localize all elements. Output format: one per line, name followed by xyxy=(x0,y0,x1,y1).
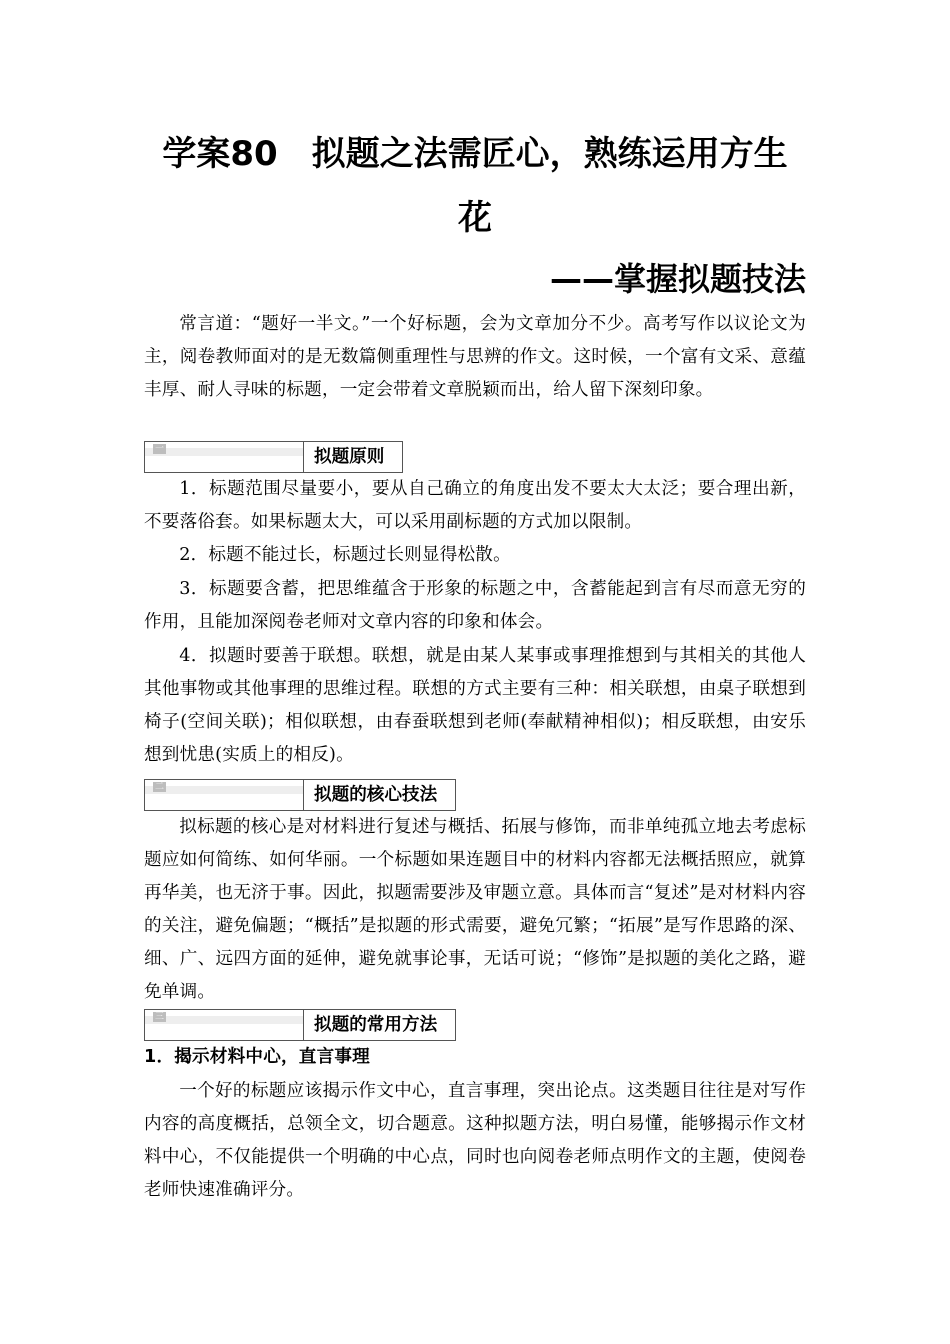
principle-paragraph-2: 2．标题不能过长，标题过长则显得松散。 xyxy=(179,545,511,565)
page-subtitle: ——掌握拟题技法 xyxy=(549,260,806,298)
section-header-decoration xyxy=(145,442,304,472)
page-title xyxy=(144,122,806,186)
method-subheading-1: 1．揭示材料中心，直言事理 xyxy=(144,1047,370,1067)
page-title-continued: 花 xyxy=(458,198,492,238)
section-heading: 拟题的核心技法 xyxy=(314,785,438,805)
title-block xyxy=(144,122,806,302)
method-paragraph-1: 一个好的标题应该揭示作文中心，直言事理，突出论点。这类题目往往是对写作内容的高度概括，总领全文，切合题意。这种拟题方法，明白易懂，能够揭示作文材料中心，不仅能提供一个明确的中心点，同时也向阅卷老师点明作文的主题，使阅卷老师快速准确评分。 xyxy=(144,1081,806,1200)
section-header-principles xyxy=(144,441,403,473)
core-technique-paragraph: 拟标题的核心是对材料进行复述与概括、拓展与修饰，而非单纯孤立地去考虑标题应如何简练、如何华丽。一个标题如果连题目中的材料内容都无法概括照应，就算再华美，也无济于事。因此，拟题需要涉及审题立意。具体而言“复述”是对材料内容的关注，避免偏题；“概括”是拟题的形式需要，避免冗繁；“拓展”是写作思路的深、细、广、远四方面的延伸，避免就事论事，无话可说；“修饰”是拟题的美化之路，避免单调。 xyxy=(144,817,806,1002)
section-header-decoration xyxy=(145,1010,304,1040)
intro-paragraph: 常言道：“题好一半文。”一个好标题，会为文章加分不少。高考写作以议论文为主，阅卷教师面对的是无数篇侧重理性与思辨的作文。这时候，一个富有文采、意蕴丰厚、耐人寻味的标题，一定会带着文章脱颖而出，给人留下深刻印象。 xyxy=(144,314,806,400)
section-heading: 拟题原则 xyxy=(314,447,385,467)
principle-paragraph-1: 1．标题范围尽量要小，要从自己确立的角度出发不要太大太泛；要合理出新，不要落俗套。如果标题太大，可以采用副标题的方式加以限制。 xyxy=(144,479,806,532)
lesson-number: 学案80 xyxy=(162,134,278,174)
section-header-common-methods xyxy=(144,1009,456,1041)
section-number-mark: 二 xyxy=(154,782,164,792)
section-number-mark: 三 xyxy=(154,1012,164,1022)
principle-paragraph-3: 3．标题要含蓄，把思维蕴含于形象的标题之中，含蓄能起到言有尽而意无穷的作用，且能加深阅卷老师对文章内容的印象和体会。 xyxy=(144,579,806,632)
section-header-decoration xyxy=(145,780,304,810)
section-header-core-technique xyxy=(144,779,456,811)
section-heading: 拟题的常用方法 xyxy=(314,1015,438,1035)
principle-paragraph-4: 4．拟题时要善于联想。联想，就是由某人某事或事理推想到与其相关的其他人其他事物或其他事理的思维过程。联想的方式主要有三种：相关联想，由桌子联想到椅子(空间关联)；相似联想，由春蚕联想到老师(奉献精神相似)；相反联想，由安乐想到忧患(实质上的相反)。 xyxy=(144,646,806,765)
section-number-mark: 一 xyxy=(154,444,164,454)
title-main: 拟题之法需匠心，熟练运用方生 xyxy=(311,134,788,174)
